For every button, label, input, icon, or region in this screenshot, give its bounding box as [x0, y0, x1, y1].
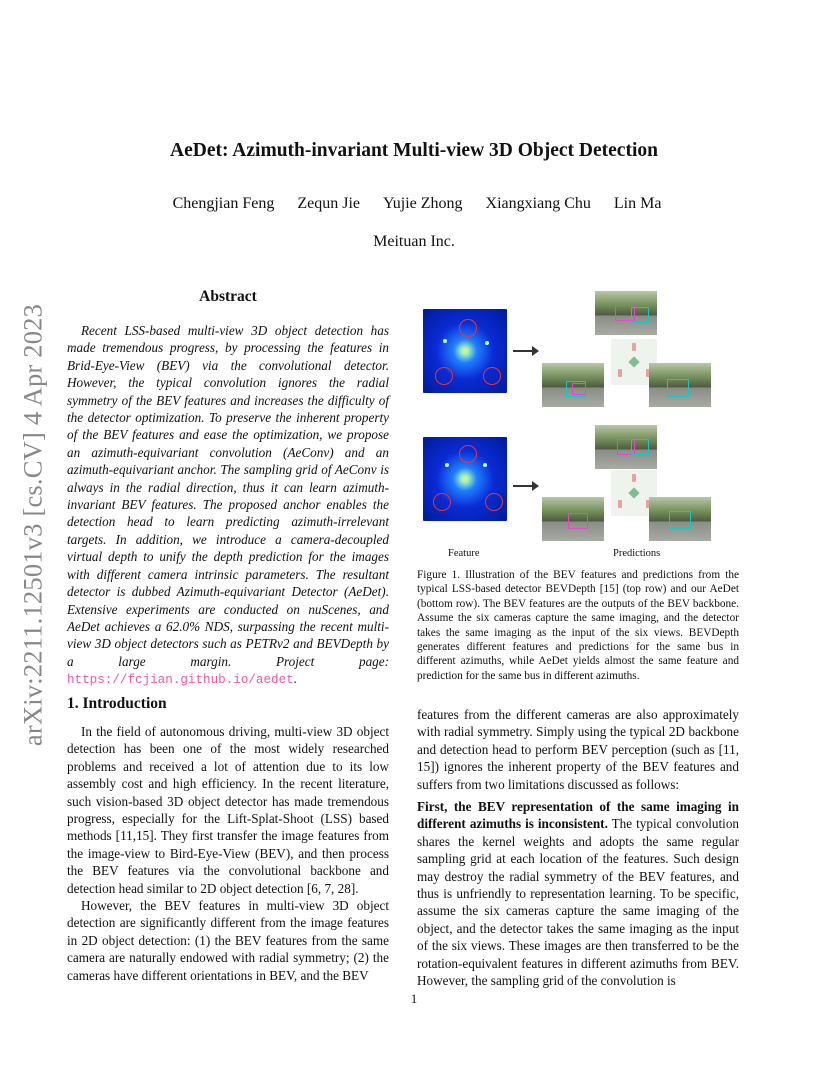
camera-prediction-image — [649, 363, 711, 407]
paper-title: AeDet: Azimuth-invariant Multi-view 3D Object Detection — [170, 140, 658, 161]
prediction-box — [631, 307, 649, 323]
feature-dot — [443, 339, 447, 343]
feature-dot — [445, 463, 449, 467]
limitation-heading: First, the BEV representation of the same imaging in different azimuths is inconsistent. — [417, 799, 739, 832]
camera-prediction-image — [649, 497, 711, 541]
figure-caption: Figure 1. Illustration of the BEV features and predictions from the typical LSS-based detector BEVDepth [15] (top row) and our AeDet (bottom row). The BEV features are the outputs of the BEV backbone. Assume the six cameras capture the same imaging, and the detector takes the same imaging as the input of the six views. BEVDepth generates different features and predictions for the same bus in different azimuths, while AeDet yields almost the same feature and prediction for the same bus in different azimuths. — [417, 569, 739, 682]
feature-dot — [485, 341, 489, 345]
highlight-circle — [459, 445, 477, 463]
highlight-circle — [433, 493, 451, 511]
author-list — [6, 195, 828, 213]
project-page-link[interactable]: https://fcjian.github.io/aedet — [67, 673, 294, 688]
bev-object — [632, 343, 636, 351]
camera-prediction-image — [542, 497, 604, 541]
bev-feature-map-bottom — [423, 437, 507, 521]
affiliation: Meituan Inc. — [373, 233, 455, 250]
intro-paragraph: However, the BEV features in multi-view 3D object detection are significantly different from the image features in 2D object detection: (1) the BEV features from the same camera are naturally endowed with radial symmetry; (2) the cameras have different orientations in BEV, and the BEV — [67, 898, 389, 983]
highlight-circle — [483, 367, 501, 385]
highlight-circle — [485, 493, 503, 511]
bev-object — [632, 474, 636, 482]
intro-right-column — [417, 706, 739, 990]
author: Zequn Jie — [297, 195, 360, 212]
figure-label-predictions: Predictions — [613, 548, 661, 559]
prediction-box — [667, 379, 689, 397]
intro-paragraph: features from the different cameras are also approximately with radial symmetry. Simply using the typical 2D backbone and detection head to perform BEV perception (such as [11, 15]) ignores the inherent property of the BEV features and suffers from two limitations discussed as follows: — [417, 707, 739, 792]
abstract-body — [67, 322, 389, 690]
abstract-heading: Abstract — [199, 288, 257, 305]
intro-left-column — [67, 723, 389, 984]
author: Chengjian Feng — [172, 195, 275, 212]
highlight-circle — [459, 319, 477, 337]
page-number: 1 — [410, 991, 418, 1006]
figure-1 — [417, 287, 739, 565]
intro-paragraph — [417, 798, 739, 989]
bev-feature-map-top — [423, 309, 507, 393]
author: Xiangxiang Chu — [485, 195, 591, 212]
prediction-box — [572, 383, 586, 395]
camera-prediction-image — [595, 291, 657, 335]
section-heading-introduction: 1. Introduction — [67, 695, 167, 712]
prediction-box — [631, 439, 649, 455]
intro-paragraph: In the field of autonomous driving, multi-view 3D object detection has been one of the most widely researched problems and received a lot of attention due to its low assembly cost and high efficiency. In the recent literature, such vision-based 3D object detector has made tremendous progress, especially for the Lift-Splat-Shoot (LSS) based methods [11,15]. They first transfer the image features from the image-view to Bird-Eye-View (BEV), and then process the BEV features via the convolutional backbone and detection head similar to 2D object detection [6, 7, 28]. — [67, 724, 389, 896]
prediction-box — [669, 511, 691, 529]
bev-object — [618, 369, 622, 377]
feature-dot — [483, 463, 487, 467]
author: Yujie Zhong — [383, 195, 463, 212]
camera-prediction-image — [542, 363, 604, 407]
prediction-box — [568, 513, 588, 529]
highlight-circle — [435, 367, 453, 385]
figure-label-feature: Feature — [448, 548, 480, 559]
abstract-text: Recent LSS-based multi-view 3D object detection has made tremendous progress, by processing the features in Brid-Eye-View (BEV) via the convolutional detector. However, the typical convolution ignores the radial symmetry of the BEV features and increases the difficulty of the detector optimization. To preserve the inherent property of the BEV features and ease the optimization, we propose an azimuth-equivariant convolution (AeConv) and an azimuth-equivariant anchor. The sampling grid of AeConv is always in the radial direction, thus it can learn azimuth-invariant BEV features. The proposed anchor enables the detection head to learn predicting azimuth-irrelevant targets. In addition, we introduce a camera-decoupled virtual depth to unify the depth prediction for the images with different camera intrinsic parameters. The resultant detector is dubbed Azimuth-equivariant Detector (AeDet). Extensive experiments are conducted on nuScenes, and AeDet achieves a 62.0% NDS, surpassing the recent multi-view 3D object detectors such as PETRv2 and BEVDepth by a large margin. Project page: — [67, 323, 389, 669]
arrow-icon — [513, 350, 535, 352]
abstract-tail: . — [293, 671, 298, 687]
arxiv-identifier-text: arXiv:2211.12501v3 [cs.CV] 4 Apr 2023 — [17, 303, 48, 747]
arrow-icon — [513, 485, 535, 487]
camera-prediction-image — [595, 425, 657, 469]
ego-icon — [628, 356, 639, 367]
author: Lin Ma — [613, 195, 662, 212]
bev-object — [618, 500, 622, 508]
arxiv-identifier — [16, 290, 50, 760]
limitation-text: The typical convolution shares the kernel weights and adopts the same regular sampling grid at each location of the features. Such design may destroy the radial symmetry of the BEV features, and thus is unfriendly to representation learning. To be specific, assume the six cameras capture the same imaging of the object, and the detector takes the same imaging as the input of the six views. These images are then transferred to be the rotation-equivalent features in different azimuths from BEV. However, the sampling grid of the convolution is — [417, 816, 740, 989]
ego-icon — [628, 487, 639, 498]
